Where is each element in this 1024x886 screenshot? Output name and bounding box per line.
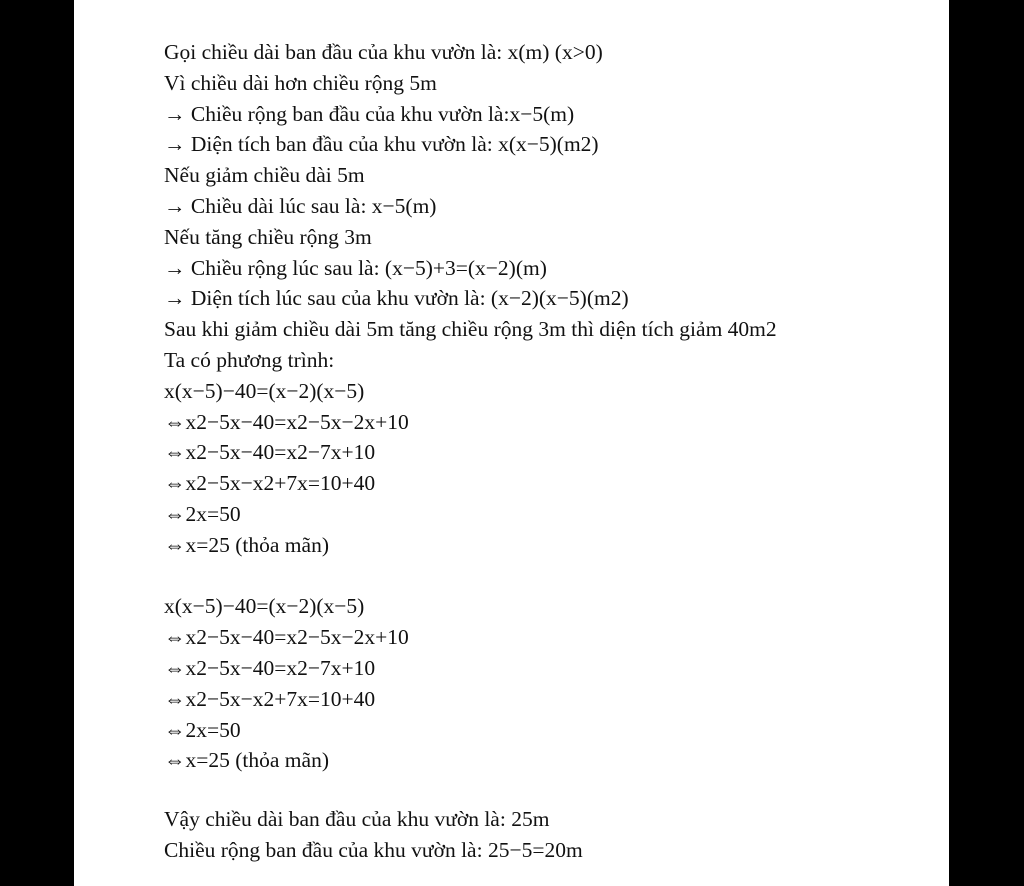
text-line: → Chiều dài lúc sau là: x−5(m) bbox=[164, 193, 437, 218]
text-line: → Chiều rộng lúc sau là: (x−5)+3=(x−2)(m) bbox=[164, 255, 547, 280]
text-line: Nếu tăng chiều rộng 3m bbox=[164, 224, 372, 249]
equation-line: ⇔x=25 (thỏa mãn) bbox=[164, 532, 329, 557]
equation-line: ⇔x2−5x−40=x2−5x−2x+10 bbox=[164, 409, 409, 434]
text-line: Vì chiều dài hơn chiều rộng 5m bbox=[164, 70, 437, 95]
text-line: Sau khi giảm chiều dài 5m tăng chiều rộng 3m thì diện tích giảm 40m2 bbox=[164, 317, 777, 342]
equation-line: ⇔x2−5x−x2+7x=10+40 bbox=[164, 686, 376, 711]
equation-line: x(x−5)−40=(x−2)(x−5) bbox=[164, 594, 365, 619]
text-line: Nếu giảm chiều dài 5m bbox=[164, 163, 365, 188]
document-page bbox=[74, 0, 949, 886]
equation-line: ⇔x2−5x−40=x2−7x+10 bbox=[164, 440, 376, 465]
equation-line: ⇔x2−5x−x2+7x=10+40 bbox=[164, 471, 376, 496]
equation-line: ⇔2x=50 bbox=[164, 501, 241, 526]
text-line: → Diện tích ban đầu của khu vườn là: x(x−5)(m2) bbox=[164, 132, 599, 157]
paragraph-gap bbox=[164, 776, 934, 804]
equation-line: ⇔x2−5x−40=x2−7x+10 bbox=[164, 655, 376, 680]
text-line: → Chiều rộng ban đầu của khu vườn là:x−5(m) bbox=[164, 101, 575, 126]
paragraph-gap bbox=[164, 561, 934, 592]
equation-line: x(x−5)−40=(x−2)(x−5) bbox=[164, 378, 365, 403]
text-line: Ta có phương trình: bbox=[164, 347, 335, 372]
equation-line: ⇔2x=50 bbox=[164, 717, 241, 742]
conclusion-line: Chiều rộng ban đầu của khu vườn là: 25−5=20m bbox=[164, 837, 583, 862]
equation-line: ⇔x=25 (thỏa mãn) bbox=[164, 748, 329, 773]
equation-line: ⇔x2−5x−40=x2−5x−2x+10 bbox=[164, 625, 409, 650]
solution-text bbox=[164, 37, 934, 866]
conclusion-line: Vậy chiều dài ban đầu của khu vườn là: 25m bbox=[164, 807, 550, 832]
text-line: Gọi chiều dài ban đầu của khu vườn là: x(m) (x>0) bbox=[164, 40, 603, 64]
text-line: → Diện tích lúc sau của khu vườn là: (x−2)(x−5)(m2) bbox=[164, 286, 629, 311]
